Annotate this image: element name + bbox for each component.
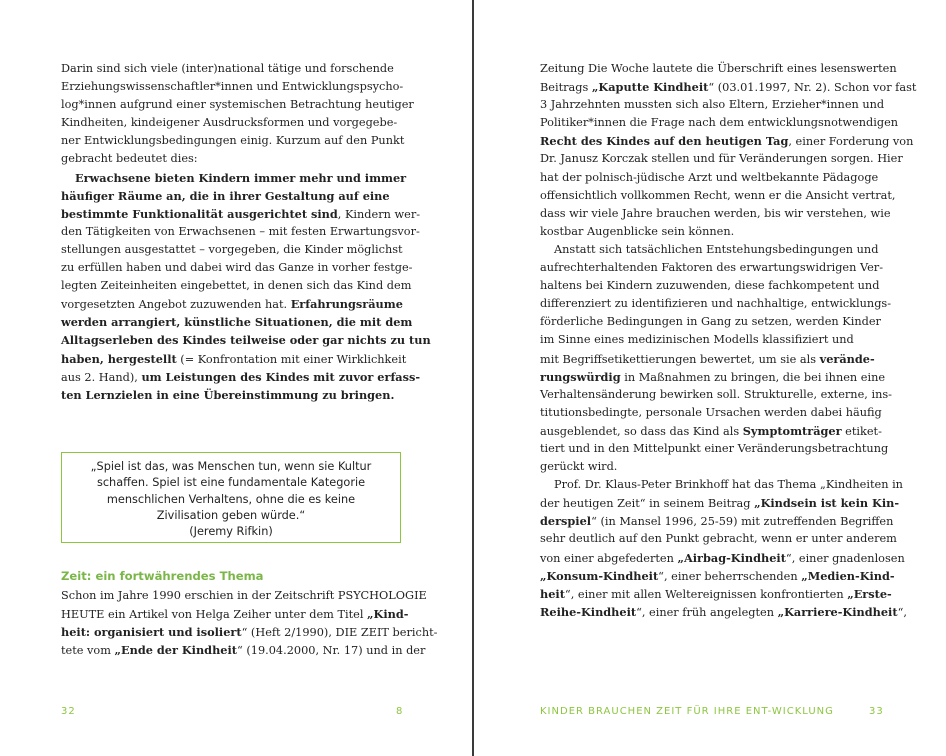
text-line: vorgesetzten Angebot zuzuwenden hat. Erfahrungsräume xyxy=(61,297,403,312)
text-line: ten Lernzielen in eine Übereinstimmung zu bringen. xyxy=(61,387,395,402)
text-line: Schon im Jahre 1990 erschien in der Zeitschrift PSYCHOLOGIE xyxy=(61,589,427,602)
text-line: förderliche Bedingungen in Gang zu setzen, werden Kinder xyxy=(540,315,881,329)
text-line: mit Begriffsetikettierungen bewertet, um sie als verände- xyxy=(540,351,875,366)
text-line: Prof. Dr. Klaus-Peter Brinkhoff hat das Thema „Kindheiten in xyxy=(554,478,903,492)
text-line: heit: organisiert und isoliert“ (Heft 2/1990), DIE ZEIT bericht- xyxy=(61,625,438,640)
text-line: titutionsbedingte, personale Ursachen werden dabei häufig xyxy=(540,405,882,419)
book-spine xyxy=(472,0,474,756)
left-page-text-bottom xyxy=(61,587,438,659)
text-line: 3 Jahrzehnten mussten sich also Eltern, Erzieher*innen und xyxy=(540,98,885,112)
text-line: ner Entwicklungsbedingungen einig. Kurzum auf den Punkt xyxy=(61,134,405,148)
text-line: log*innen aufgrund einer systemischen Betrachtung heutiger xyxy=(61,98,414,112)
text-line: differenziert zu identifizieren und nachhaltige, entwicklungs- xyxy=(540,297,892,311)
left-page-text xyxy=(61,60,431,404)
right-page-text xyxy=(540,60,917,621)
text-line: bestimmte Funktionalität ausgerichtet sind, Kindern wer- xyxy=(61,206,421,221)
text-line: aus 2. Hand), um Leistungen des Kindes mit zuvor erfass- xyxy=(61,369,421,384)
quote-line: Zivilisation geben würde.“ xyxy=(156,508,306,522)
running-title: KINDER BRAUCHEN ZEIT FÜR IHRE ENT-WICKLUNG xyxy=(540,706,834,717)
text-line: werden arrangiert, künstliche Situationen, die mit dem xyxy=(61,315,413,330)
text-line: Kindheiten, kindeigener Ausdrucksformen und vorgegebe- xyxy=(61,116,398,130)
text-line: Beitrags „Kaputte Kindheit“ (03.01.1997, Nr. 2). Schon vor fast xyxy=(540,80,917,95)
page-number-left: 32 xyxy=(61,706,76,717)
text-line: zu erfüllen haben und dabei wird das Ganze in vorher festge- xyxy=(61,261,413,275)
quote-box xyxy=(61,452,401,543)
text-line: rungswürdig in Maßnahmen zu bringen, die bei ihnen eine xyxy=(540,369,886,384)
text-line: „Konsum-Kindheit“, einer beherrschenden „Medien-Kind- xyxy=(540,568,895,583)
text-line: Alltagserleben des Kindes teilweise oder gar nichts zu tun xyxy=(61,333,431,348)
text-line: haben, hergestellt (= Konfrontation mit einer Wirklichkeit xyxy=(61,351,407,366)
text-line: kostbar Augenblicke sein können. xyxy=(540,224,735,238)
quote-line: menschlichen Verhaltens, ohne die es keine xyxy=(106,492,356,506)
quote-author: (Jeremy Rifkin) xyxy=(189,525,273,539)
text-line: tiert und in den Mittelpunkt einer Veränderungsbetrachtung xyxy=(540,441,889,455)
text-line: Politiker*innen die Frage nach dem entwicklungsnotwendigen xyxy=(540,116,899,130)
text-line: Zeitung Die Woche lautete die Überschrift eines lesenswerten xyxy=(540,62,897,75)
text-line: derspiel“ (in Mansel 1996, 25-59) mit zutreffenden Begriffen xyxy=(540,514,894,529)
chapter-number: 8 xyxy=(396,706,404,717)
text-line: gerückt wird. xyxy=(540,460,618,474)
text-line: hat der polnisch-jüdische Arzt und weltbekannte Pädagoge xyxy=(540,170,879,184)
text-line: Darin sind sich viele (inter)national tätige und forschende xyxy=(61,62,394,75)
text-line: Reihe-Kindheit“, einer früh angelegten „Karriere-Kindheit“, xyxy=(540,604,907,619)
text-line: legten Zeiteinheiten eingebettet, in denen sich das Kind dem xyxy=(61,279,412,293)
text-line: häufiger Räume an, die in ihrer Gestaltung auf eine xyxy=(61,188,390,203)
quote-line: „Spiel ist das, was Menschen tun, wenn sie Kultur xyxy=(90,460,372,473)
page-number-right: 33 xyxy=(869,706,884,717)
text-line: aufrechterhaltenden Faktoren des erwartungswidrigen Ver- xyxy=(540,261,884,275)
text-line: von einer abgefederten „Airbag-Kindheit“, einer gnadenlosen xyxy=(540,550,905,565)
text-line: offensichtlich vollkommen Recht, wenn er die Ansicht vertrat, xyxy=(540,188,896,202)
text-line: ausgeblendet, so dass das Kind als Symptomträger etiket- xyxy=(540,423,882,438)
section-heading: Zeit: ein fortwährendes Thema xyxy=(61,569,264,583)
text-line: gebracht bedeutet dies: xyxy=(61,152,198,166)
text-line: dass wir viele Jahre brauchen werden, bis wir verstehen, wie xyxy=(540,206,891,220)
text-line: Verhaltensänderung bewirken soll. Strukturelle, externe, ins- xyxy=(540,387,892,401)
text-line: sehr deutlich auf den Punkt gebracht, wenn er unter anderem xyxy=(540,532,897,546)
text-line: Recht des Kindes auf den heutigen Tag, einer Forderung von xyxy=(540,134,914,149)
text-line: haltens bei Kindern zuzuwenden, diese fachkompetent und xyxy=(540,279,880,293)
text-line: HEUTE ein Artikel von Helga Zeiher unter dem Titel „Kind- xyxy=(61,607,409,622)
text-line: Dr. Janusz Korczak stellen und für Veränderungen sorgen. Hier xyxy=(540,152,903,166)
text-line: Erwachsene bieten Kindern immer mehr und immer xyxy=(75,170,407,185)
text-line: der heutigen Zeit“ in seinem Beitrag „Kindsein ist kein Kin- xyxy=(540,496,900,511)
text-line: im Sinne eines medizinischen Modells klassifiziert und xyxy=(540,333,854,347)
text-line: Erziehungswissenschaftler*innen und Entwicklungspsycho- xyxy=(61,80,404,94)
text-line: Anstatt sich tatsächlichen Entstehungsbedingungen und xyxy=(554,242,879,256)
text-line: stellungen ausgestattet – vorgegeben, die Kinder möglichst xyxy=(61,242,403,256)
text-line: tete vom „Ende der Kindheit“ (19.04.2000, Nr. 17) und in der xyxy=(61,643,426,658)
quote-line: schaffen. Spiel ist eine fundamentale Kategorie xyxy=(96,476,366,490)
text-line: den Tätigkeiten von Erwachsenen – mit festen Erwartungsvor- xyxy=(61,224,420,238)
text-line: heit“, einer mit allen Weltereignissen konfrontierten „Erste- xyxy=(540,586,892,601)
